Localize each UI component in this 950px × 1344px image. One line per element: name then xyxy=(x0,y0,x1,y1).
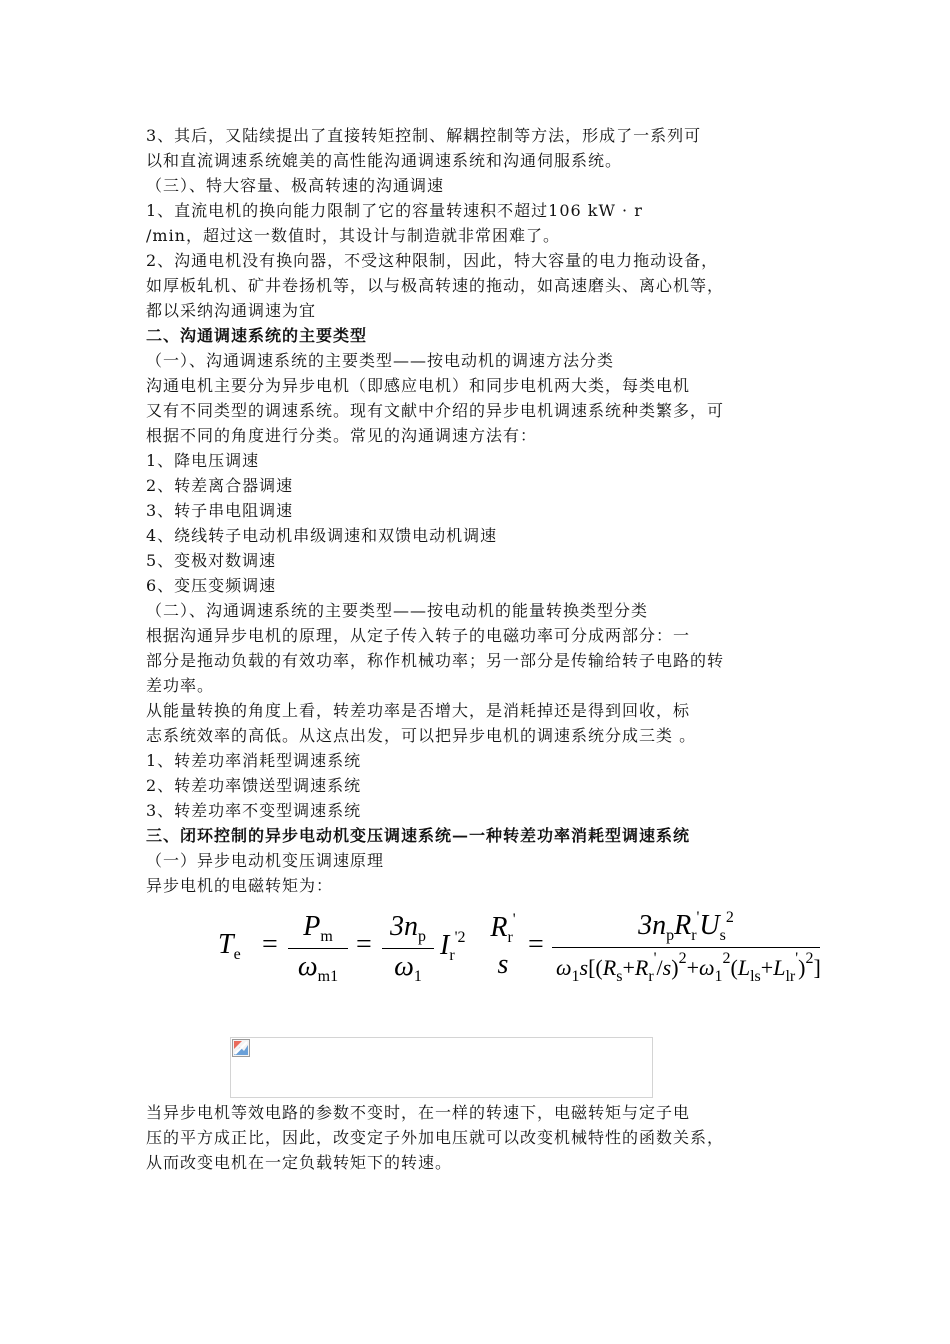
formula-te: $T_e$ xyxy=(218,929,241,963)
paragraph-line: 3、其后，又陆续提出了直接转矩控制、解耦控制等方法，形成了一系列可 xyxy=(146,126,702,145)
list-item: 3、转子串电阻调速 xyxy=(146,501,294,520)
paragraph-line: 异步电机的电磁转矩为： xyxy=(146,876,334,895)
formula-fraction-rr: $R_r'$ s xyxy=(490,911,516,980)
paragraph-line: 沟通电机主要分为异步电机（即感应电机）和同步电机两大类，每类电机 xyxy=(146,376,691,395)
list-item: 4、绕线转子电动机串级调速和双馈电动机调速 xyxy=(146,526,498,545)
paragraph-line: 2、沟通电机没有换向器，不受这种限制，因此，特大容量的电力拖动设备， xyxy=(146,251,719,270)
paragraph-line: 从而改变电机在一定负载转矩下的转速。 xyxy=(146,1153,453,1172)
list-item: 1、转差功率消耗型调速系统 xyxy=(146,751,362,770)
broken-image-icon xyxy=(232,1039,250,1057)
paragraph-line: 都以采纳沟通调速为宜 xyxy=(146,301,317,320)
subsection-heading: （二）、沟通调速系统的主要类型——按电动机的能量转换类型分类 xyxy=(146,601,649,620)
list-item: 6、变压变频调速 xyxy=(146,576,277,595)
formula-equals: = xyxy=(528,929,544,960)
paragraph-line: /min，超过这一数值时，其设计与制造就非常困难了。 xyxy=(146,226,560,245)
paragraph-line: 差功率。 xyxy=(146,676,215,695)
paragraph-line: 以和直流调速系统媲美的高性能沟通调速系统和沟通伺服系统。 xyxy=(146,151,623,170)
paragraph-line: 根据沟通异步电机的原理，从定子传入转子的电磁功率可分成两部分：一 xyxy=(146,626,691,645)
broken-image-placeholder xyxy=(230,1037,653,1098)
formula-fraction-main: $3n_pR_r'U_s^2$ $\omega_1s[(R_s+R_r'/s)^2+\omega_1^2(L_{ls}+L_{lr}')^2]$ xyxy=(552,909,820,986)
list-item: 2、转差离合器调速 xyxy=(146,476,294,495)
list-item: 1、降电压调速 xyxy=(146,451,260,470)
formula-fraction-pm: $P_m$ $\omega_{m1}$ xyxy=(288,911,348,986)
subsection-heading: （一）异步电动机变压调速原理 xyxy=(146,851,385,870)
formula-ir: $I_r^{'2}$ xyxy=(440,929,466,964)
list-item: 3、转差功率不变型调速系统 xyxy=(146,801,362,820)
formula-equals: = xyxy=(356,929,372,960)
torque-formula xyxy=(200,905,820,995)
paragraph-line: 压的平方成正比，因此，改变定子外加电压就可以改变机械特性的函数关系， xyxy=(146,1128,725,1147)
paragraph-line: 如厚板轧机、矿井卷扬机等，以与极高转速的拖动，如高速磨头、离心机等， xyxy=(146,276,725,295)
section-heading: 二、沟通调速系统的主要类型 xyxy=(146,326,368,345)
paragraph-line: 1、直流电机的换向能力限制了它的容量转速积不超过106 kW · r xyxy=(146,201,643,220)
subsection-heading: （一）、沟通调速系统的主要类型——按电动机的调速方法分类 xyxy=(146,351,615,370)
paragraph-line: 从能量转换的角度上看，转差功率是否增大，是消耗掉还是得到回收，标 xyxy=(146,701,691,720)
paragraph-line: 又有不同类型的调速系统。现有文献中介绍的异步电机调速系统种类繁多，可 xyxy=(146,401,725,420)
formula-equals: = xyxy=(262,929,278,960)
paragraph-line: 当异步电机等效电路的参数不变时，在一样的转速下，电磁转矩与定子电 xyxy=(146,1103,691,1122)
formula-fraction-np: $3n_p$ $\omega_1$ xyxy=(382,911,434,986)
paragraph-line: 部分是拖动负载的有效功率，称作机械功率；另一部分是传输给转子电路的转 xyxy=(146,651,725,670)
paragraph-line: 根据不同的角度进行分类。常见的沟通调速方法有： xyxy=(146,426,538,445)
list-item: 2、转差功率馈送型调速系统 xyxy=(146,776,362,795)
section-heading: 三、闭环控制的异步电动机变压调速系统—一种转差功率消耗型调速系统 xyxy=(146,826,691,845)
section-heading: （三）、特大容量、极高转速的沟通调速 xyxy=(146,176,445,195)
list-item: 5、变极对数调速 xyxy=(146,551,277,570)
paragraph-line: 志系统效率的高低。从这点出发，可以把异步电机的调速系统分成三类 。 xyxy=(146,726,697,745)
